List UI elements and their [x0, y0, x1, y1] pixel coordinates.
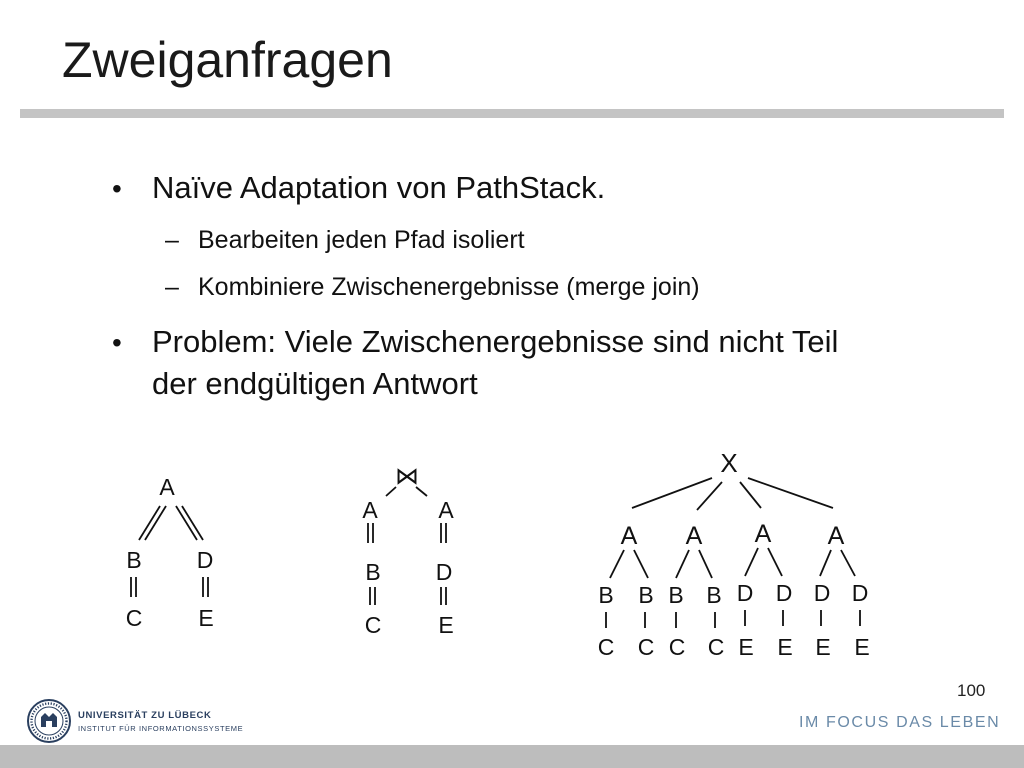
- node-label: A: [438, 497, 454, 523]
- node-label: D: [813, 580, 831, 606]
- node-label: B: [668, 582, 684, 608]
- node-label: C: [597, 634, 615, 660]
- node-label: B: [365, 559, 381, 585]
- node-label: A: [754, 520, 772, 548]
- bullet-text: Naïve Adaptation von PathStack.: [152, 170, 606, 205]
- footer-slogan: IM FOCUS DAS LEBEN: [799, 714, 1001, 731]
- node-label: C: [707, 634, 725, 660]
- sub-bullet-text: Kombiniere Zwischenergebnisse (merge join): [198, 273, 700, 301]
- node-label: A: [159, 474, 175, 500]
- node-label: C: [668, 634, 686, 660]
- node-label: B: [598, 582, 614, 608]
- node-label: D: [736, 580, 754, 606]
- node-label: A: [362, 497, 378, 523]
- node-label: E: [777, 634, 793, 660]
- node-label: E: [198, 605, 214, 631]
- node-label: D: [775, 580, 793, 606]
- node-label: C: [637, 634, 655, 660]
- bullet-text: Problem: Viele Zwischenergebnisse sind nicht Teil: [152, 324, 839, 359]
- page-number: 100: [957, 681, 986, 700]
- university-seal-icon: [26, 698, 72, 744]
- node-label: E: [854, 634, 870, 660]
- node-label: C: [125, 605, 143, 631]
- sub-bullet-marker: –: [165, 226, 179, 254]
- node-label: E: [738, 634, 754, 660]
- node-label: D: [196, 547, 214, 573]
- node-label: C: [364, 612, 382, 638]
- bullet-marker: •: [112, 327, 122, 358]
- node-label: D: [851, 580, 869, 606]
- cross-product-operator: X: [720, 448, 738, 478]
- node-label: E: [815, 634, 831, 660]
- sub-bullet-text: Bearbeiten jeden Pfad isoliert: [198, 226, 525, 254]
- node-label: A: [620, 522, 638, 550]
- node-label: B: [638, 582, 654, 608]
- university-name: UNIVERSITÄT ZU LÜBECK: [78, 710, 212, 721]
- node-label: A: [685, 522, 703, 550]
- node-label: B: [706, 582, 722, 608]
- institute-name: INSTITUT FÜR INFORMATIONSSYSTEME: [78, 724, 244, 733]
- node-label: D: [435, 559, 453, 585]
- join-operator: ⋈: [395, 463, 419, 490]
- slide-title: Zweiganfragen: [62, 32, 393, 88]
- sub-bullet-marker: –: [165, 273, 179, 301]
- bullet-text: der endgültigen Antwort: [152, 366, 478, 401]
- bullet-marker: •: [112, 173, 122, 204]
- node-label: E: [438, 612, 454, 638]
- node-label: A: [827, 522, 845, 550]
- node-label: B: [126, 547, 142, 573]
- footer-band: [0, 745, 1024, 768]
